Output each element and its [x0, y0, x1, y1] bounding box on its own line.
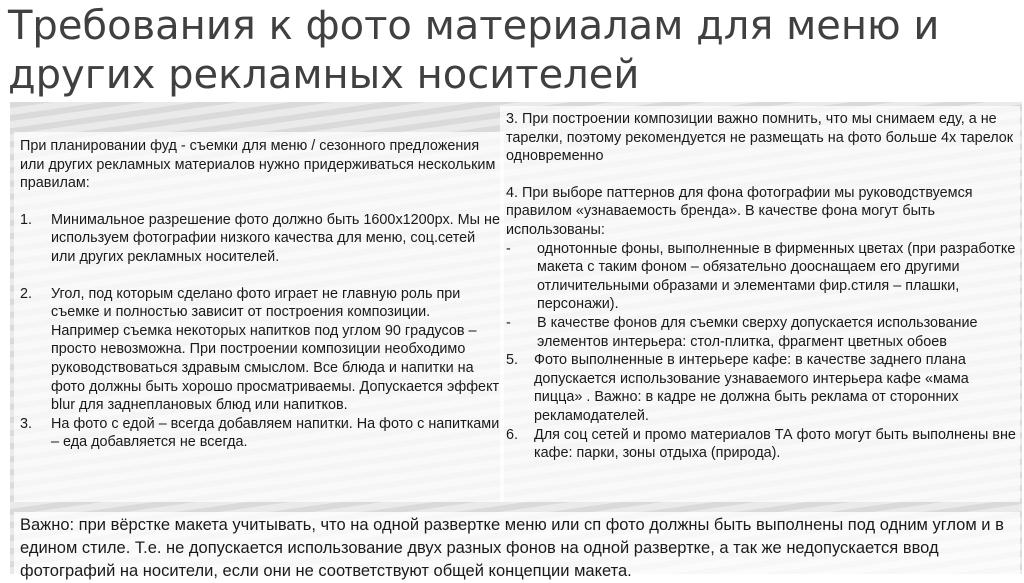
list-item — [20, 415, 502, 452]
list-number: 3. — [20, 415, 33, 432]
intro-paragraph: При планировании фуд - съемки для меню / сезонного предложения или других рекламных материалов нужно придерживаться нескольким правилам: — [20, 138, 496, 192]
list-item — [506, 351, 1016, 425]
list-item-text: Минимальное разрешение фото должно быть 1600х1200рх. Мы не используем фотографии низкого качества для меню, соц.сетей или других рекламных носителей. — [51, 211, 500, 265]
list-number: 6. — [506, 426, 519, 443]
left-column — [20, 137, 502, 452]
list-number: 1. — [20, 211, 33, 228]
right-column — [506, 110, 1016, 463]
list-item — [20, 211, 502, 267]
list-number: 2. — [20, 285, 33, 302]
rule-4-paragraph: 4. При выборе паттернов для фона фотографии мы руководствуемся правилом «узнаваемость бренда». В качестве фона могут быть использованы: — [506, 184, 973, 238]
important-note: Важно: при вёрстке макета учитывать, что на одной развертке меню или сп фото должны быть выполнены под одним углом и в едином стиле. Т.е. не допускается использование двух разных фонов на одной развертке, а так же недопускается ввод фотографий на носители, если они не соответствуют общей концепции макета. — [20, 516, 1004, 580]
rule-3-paragraph: 3. При построении композиции важно помнить, что мы снимаем еду, а не тарелки, поэтому рекомендуется не размещать на фото больше 4х тарелок одновременно — [506, 111, 1014, 165]
dash-item-text: В качестве фонов для съемки сверху допускается использование элементов интерьера: стол-плитка, фрагмент цветных обоев — [537, 314, 978, 350]
list-item — [506, 426, 1016, 463]
dash-bullet: - — [506, 240, 511, 257]
list-number: 5. — [506, 352, 519, 369]
slide-title: Требования к фото материалам для меню и других рекламных носителей — [8, 3, 940, 98]
list-item — [20, 285, 502, 415]
list-item-text: Для соц сетей и промо материалов ТА фото могут быть выполнены вне кафе: парки, зоны отдыха (природа). — [534, 426, 1016, 462]
dash-item-text: однотонные фоны, выполненные в фирменных цветах (при разработке макета с таким фоном – обязательно дооснащаем его другими отличительными образами и элементами фир.стиля – плашки, персонажи). — [537, 240, 1016, 313]
list-item-text: На фото с едой – всегда добавляем напитки. На фото с напитками – еда добавляется не всегда. — [51, 415, 500, 451]
dash-item — [506, 314, 1016, 351]
list-item-text: Фото выполненные в интерьере кафе: в качестве заднего плана допускается использование узнаваемого интерьера кафе «мама пицца» . Важно: в кадре не должна быть реклама от сторонних рекламодателей. — [534, 352, 969, 424]
dash-item — [506, 240, 1016, 314]
dash-bullet: - — [506, 314, 511, 331]
list-item-text: Угол, под которым сделано фото играет не главную роль при съемке и полностью зависит от построения композиции. Например съемка некоторых напитков под углом 90 градусов – просто невозможна. При построении композиции необходимо руководствоваться здравым смыслом. Все блюда и напитки на фото должны быть хорошо просматриваемы. Допускается эффект blur для заднеплановых блюд или напитков. — [51, 285, 500, 414]
